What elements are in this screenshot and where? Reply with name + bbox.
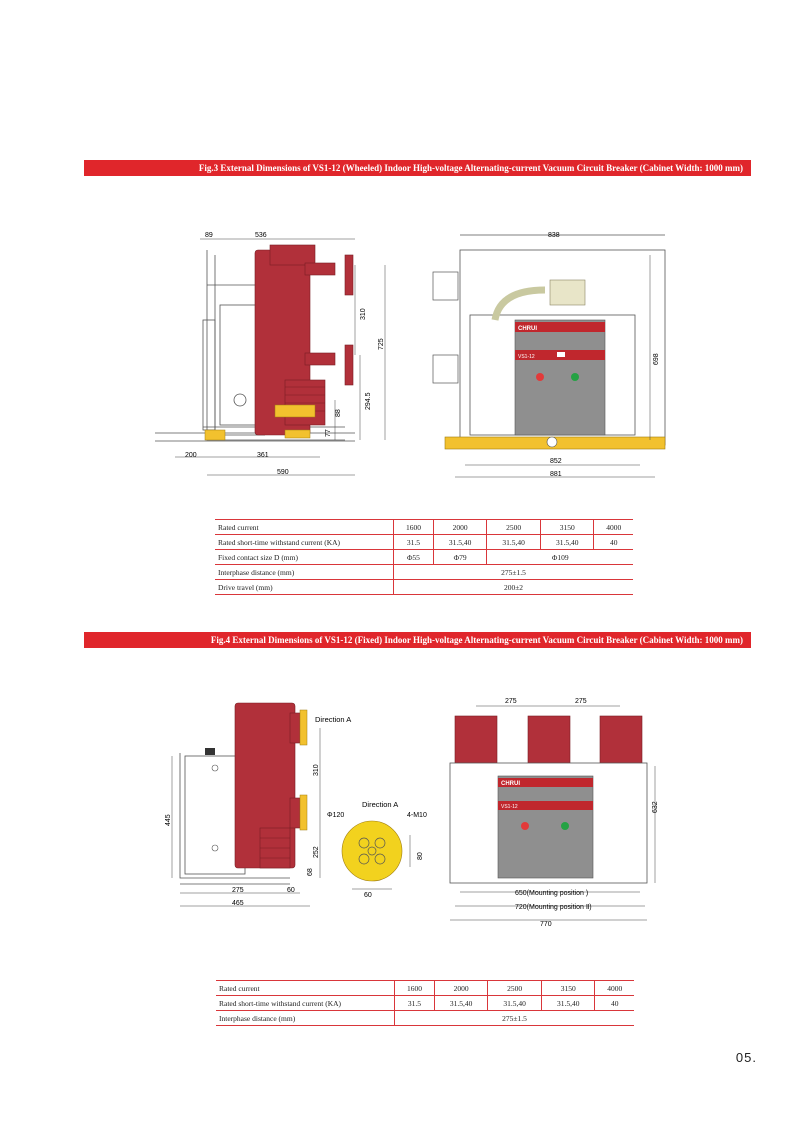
fig4-side-view (160, 698, 352, 913)
dim-852: 852 (550, 458, 562, 465)
dim-60: 60 (287, 887, 295, 894)
dim-310: 310 (313, 764, 320, 776)
cell: 31.5 (394, 535, 434, 550)
table-row (216, 981, 634, 996)
cell: 4000 (595, 981, 634, 996)
fig4-model-label: VS1-12 (501, 804, 518, 810)
row-label: Rated short-time withstand current (KA) (215, 535, 394, 550)
mounting-position-1: 650(Mounting position ) (515, 890, 589, 897)
table-row (215, 550, 633, 565)
row-label: Rated short-time withstand current (KA) (216, 996, 395, 1011)
dim-881: 881 (550, 471, 562, 478)
fig4-caption: Fig.4 External Dimensions of VS1-12 (Fixed) Indoor High-voltage Alternating-current Vacuum Circuit Breaker (Cabinet Width: 1000 mm) (84, 632, 751, 648)
cell: 2500 (488, 981, 542, 996)
row-label: Rated current (216, 981, 395, 996)
dim-phi120: Φ120 (327, 812, 345, 819)
dim-838: 838 (548, 232, 560, 239)
direction-a-label: Direction A (315, 715, 352, 724)
dim-465: 465 (232, 900, 244, 907)
dim-445: 445 (165, 814, 172, 826)
cell: 275±1.5 (394, 565, 634, 580)
dim-252: 252 (313, 846, 320, 858)
row-label: Interphase distance (mm) (215, 565, 394, 580)
table-row (215, 535, 633, 550)
dim-77: 77 (325, 429, 332, 437)
dim-698: 698 (653, 353, 660, 365)
cell: 1600 (395, 981, 435, 996)
fig3-model-label: VS1-12 (518, 354, 535, 360)
cell: 31.5,40 (488, 996, 542, 1011)
row-label: Drive travel (mm) (215, 580, 394, 595)
row-label: Fixed contact size D (mm) (215, 550, 394, 565)
cell: 1600 (394, 520, 434, 535)
bolt-spec: 4-M10 (407, 812, 427, 819)
cell: 31.5 (395, 996, 435, 1011)
dim-60-detail: 60 (364, 892, 372, 899)
cell: 31.5,40 (487, 535, 541, 550)
row-label: Interphase distance (mm) (216, 1011, 395, 1026)
cell: Φ79 (433, 550, 487, 565)
cell: 31.5,40 (433, 535, 487, 550)
page-number: 05. (735, 1050, 757, 1065)
cell: 40 (594, 535, 633, 550)
mounting-position-2: 720(Mounting position Ⅱ) (515, 904, 592, 911)
dim-275: 275 (232, 887, 244, 894)
cell: 3150 (541, 981, 595, 996)
fig3-brand-logo: CHRUI (518, 326, 537, 332)
table-row (215, 565, 633, 580)
table-row (215, 520, 633, 535)
fig3-side-view (145, 225, 405, 480)
dim-770: 770 (540, 921, 552, 928)
row-label: Rated current (215, 520, 394, 535)
cell: 2000 (433, 520, 487, 535)
cell: Φ109 (487, 550, 633, 565)
dim-80: 80 (417, 852, 424, 860)
dim-89: 89 (205, 232, 213, 239)
cell: 4000 (594, 520, 633, 535)
cell: 31.5,40 (540, 535, 594, 550)
cell: Φ55 (394, 550, 434, 565)
direction-a-detail-label: Direction A (362, 800, 399, 809)
cell: 3150 (540, 520, 594, 535)
dim-275-right: 275 (575, 698, 587, 705)
dim-310: 310 (360, 308, 367, 320)
dim-632: 632 (652, 801, 659, 813)
dim-725: 725 (378, 338, 385, 350)
table-row (215, 580, 633, 595)
cell: 31.5,40 (434, 996, 488, 1011)
fig4-spec-table (216, 980, 634, 1026)
fig4-brand-logo: CHRUI (501, 781, 520, 787)
cell: 2500 (487, 520, 541, 535)
dim-361: 361 (257, 452, 269, 459)
cell: 2000 (434, 981, 488, 996)
cell: 275±1.5 (395, 1011, 635, 1026)
table-row (216, 1011, 634, 1026)
dim-68: 68 (307, 868, 314, 876)
fig4-direction-a-detail (322, 795, 442, 900)
fig3-front-view (425, 225, 670, 485)
cell: 31.5,40 (541, 996, 595, 1011)
dim-275-left: 275 (505, 698, 517, 705)
table-row (216, 996, 634, 1011)
cell: 200±2 (394, 580, 634, 595)
cell: 40 (595, 996, 634, 1011)
dim-88: 88 (335, 409, 342, 417)
dim-590: 590 (277, 469, 289, 476)
dim-200: 200 (185, 452, 197, 459)
fig3-caption: Fig.3 External Dimensions of VS1-12 (Wheeled) Indoor High-voltage Alternating-current Vacuum Circuit Breaker (Cabinet Width: 1000 mm) (84, 160, 751, 176)
dim-294-5: 294.5 (365, 392, 372, 410)
dim-536: 536 (255, 232, 267, 239)
fig3-spec-table (215, 519, 633, 595)
fig4-front-view (440, 688, 665, 930)
